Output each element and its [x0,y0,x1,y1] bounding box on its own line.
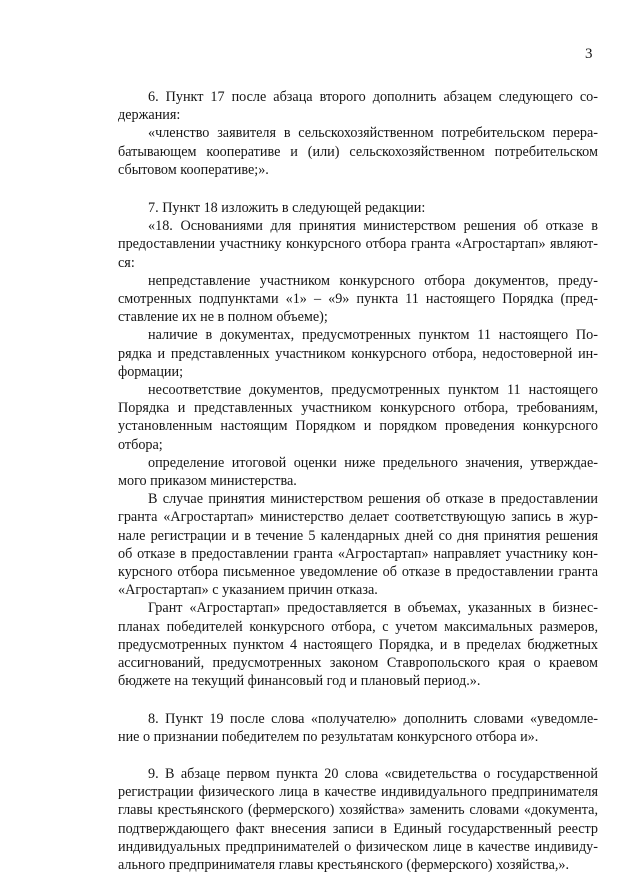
paragraph-p7 [118,199,598,690]
paragraph-gap [118,746,598,765]
text-line: 9. В абзаце первом пункта 20 слова «свидетельства о государственной [148,765,598,782]
text-line: подтверждающего факт внесения записи в Единый государственный реестр [118,820,598,837]
text-line: главы крестьянского (фермерского) хозяйства» заменить словами «документа, [118,802,598,819]
text-line: В случае принятия министерством решения об отказе в предоставлении [148,491,598,508]
text-line: Грант «Агростартап» предоставляется в объемах, указанных в бизнес- [148,600,598,617]
text-line: предусмотренных пунктом 4 настоящего Порядка, и в пределах бюджетных [118,636,598,653]
document-body [118,88,598,874]
text-line: сбытовом кооперативе;». [118,161,269,178]
text-line: держания: [118,107,181,124]
text-line: ние о признании победителем по результатам конкурсного отбора и». [118,728,539,745]
text-line: непредставление участником конкурсного отбора документов, преду- [148,272,598,289]
text-line: гранта «Агростартап» министерство делает соответствующую запись в жур- [118,509,598,526]
text-line: нале регистрации и в течение 5 календарных дней со дня принятия решения [118,527,598,544]
text-line: несоответствие документов, предусмотренных пунктом 11 настоящего [148,382,598,399]
text-line: 7. Пункт 18 изложить в следующей редакции: [148,200,426,217]
text-line: батывающем кооперативе и (или) сельскохозяйственном потребительском [118,143,598,160]
text-line: Порядка и представленных участником конкурсного отбора, требованиям, [118,400,598,417]
text-line: об отказе в предоставлении гранта «Агростартап» направляет участнику кон- [118,545,598,562]
text-line: смотренных подпунктами «1» – «9» пункта 11 настоящего Порядка (пред- [118,291,598,308]
text-line: ального предпринимателя главы крестьянского (фермерского) хозяйства,». [118,856,570,873]
text-line: ассигнований, предусмотренных законом Ставропольского края о краевом [118,655,598,672]
text-line: «18. Основаниями для принятия министерством решения об отказе в [148,218,598,235]
paragraph-p8 [118,710,598,746]
text-line: определение итоговой оценки ниже предельного значения, утверждае- [148,454,598,471]
paragraph-gap [118,179,598,199]
text-line: установленным настоящим Порядком и порядком проведения конкурсного [118,418,598,435]
text-line: формации; [118,363,184,380]
text-line: бюджете на текущий финансовый год и плановый период.». [118,673,481,690]
text-line: 6. Пункт 17 после абзаца второго дополнить абзацем следующего со- [148,89,598,105]
paragraph-p6 [118,88,598,179]
text-line: отбора; [118,436,163,453]
text-line: «членство заявителя в сельскохозяйственном потребительском перера- [148,125,598,142]
paragraph-gap [118,691,598,710]
text-line: мого приказом министерства. [118,473,297,490]
text-line: планах победителей конкурсного отбора, с учетом максимальных размеров, [118,618,598,635]
text-line: регистрации физического лица в качестве индивидуального предпринимателя [118,784,598,801]
text-line: наличие в документах, предусмотренных пунктом 11 настоящего По- [148,327,598,344]
text-line: предоставлении участнику конкурсного отбора гранта «Агростартап» являют- [118,236,598,253]
text-line: курсного отбора письменное уведомление об отказе в предоставлении гранта [118,564,598,581]
text-line: «Агростартап» с указанием причин отказа. [118,582,378,599]
text-line: ставление их не в полном объеме); [118,309,328,326]
text-line: ся: [118,254,135,271]
text-line: рядка и представленных участником конкурсного отбора, недостоверной ин- [118,345,598,362]
text-line: индивидуальных предпринимателей о физическом лице в качестве индивиду- [118,838,598,855]
page-number: 3 [585,46,593,62]
text-line: 8. Пункт 19 после слова «получателю» дополнить словами «уведомле- [148,710,598,727]
paragraph-p9 [118,765,598,874]
